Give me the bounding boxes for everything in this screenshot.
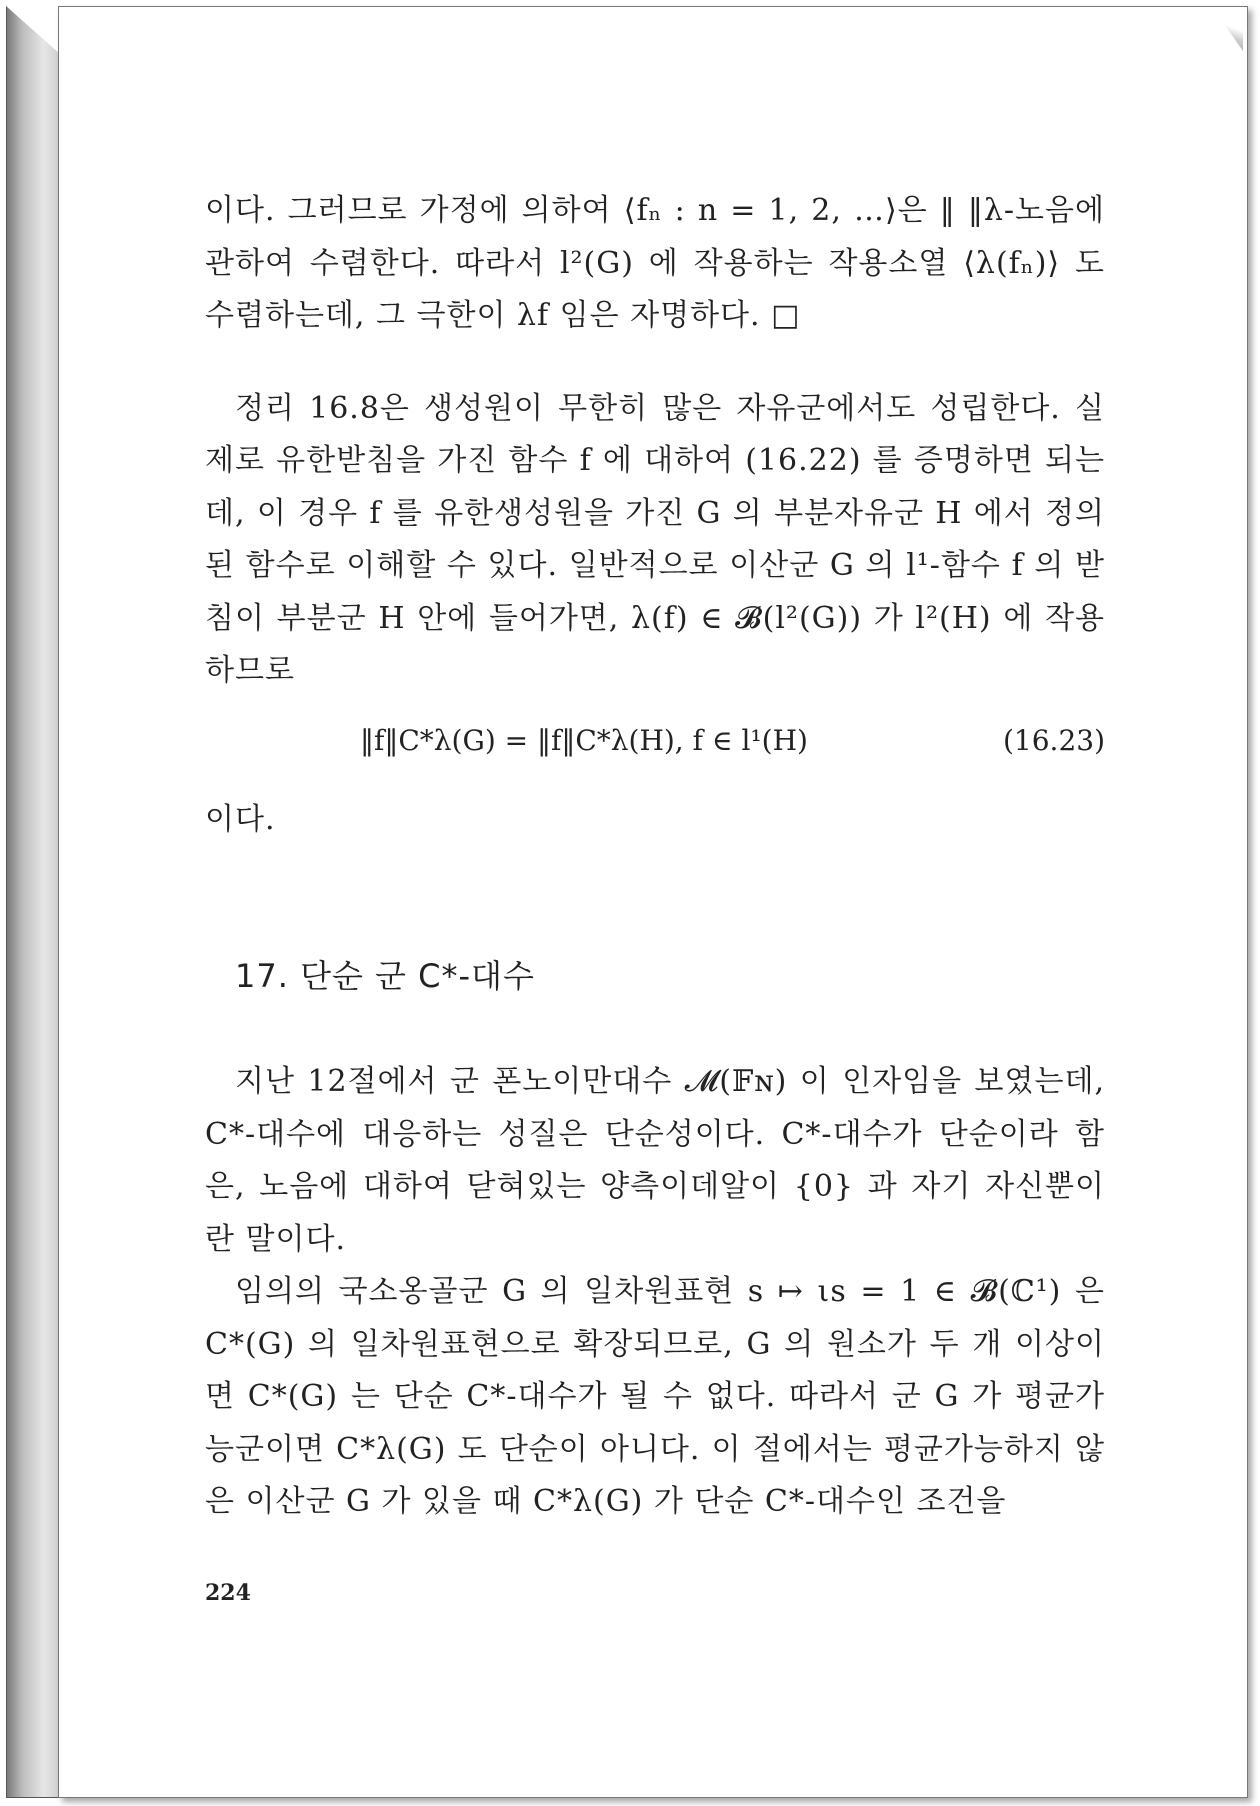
paragraph-simplicity: 지난 12절에서 군 폰노이만대수 𝓜(𝔽ɴ) 이 인자임을 보였는데, C*-대수에 대응하는 성질은 단순성이다. C*-대수가 단순이라 함은, 노음에 대하여 닫혀있는 양측이데알이 {0} 과 자기 자신뿐이란 말이다. <box>205 1064 1105 1257</box>
equation-16-23 <box>205 698 1105 794</box>
paragraph-free-group: 정리 16.8은 생성원이 무한히 많은 자유군에서도 성립한다. 실제로 유한받침을 가진 함수 f 에 대하여 (16.22) 를 증명하면 되는데, 이 경우 f 를 유한생성원을 가진 G 의 부분자유군 H 에서 정의된 함수로 이해할 수 있다. 일반적으로 이산군 G 의 l¹-함수 f 의 받침이 부분군 H 안에 들어가면, λ(f) ∈ 𝓑(l²(G)) 가 l²(H) 에 작용하므로 <box>205 390 1105 688</box>
equation-tag: (16.23) <box>1002 723 1105 757</box>
paragraph-one-dim-rep: 임의의 국소옹골군 G 의 일차원표현 s ↦ ιs = 1 ∈ 𝓑(ℂ¹) 은 C*(G) 의 일차원표현으로 확장되므로, G 의 원소가 두 개 이상이면 C*(G) 는 단순 C*-대수가 될 수 없다. 따라서 군 G 가 평균가능군이면 C*λ(G) 도 단순이 아니다. 이 절에서는 평균가능하지 않은 이산군 G 가 있을 때 C*λ(G) 가 단순 C*-대수인 조건을 <box>205 1274 1105 1519</box>
paragraph-proof-end: 이다. 그러므로 가정에 의하여 ⟨fₙ : n = 1, 2, …⟩은 ‖ ‖λ-노음에 관하여 수렴한다. 따라서 l²(G) 에 작용하는 작용소열 ⟨λ(fₙ)⟩ 도 수렴하는데, 그 극한이 λf 임은 자명하다. □ <box>205 193 1105 333</box>
book-spine <box>6 6 60 1798</box>
equation-expression: ‖f‖C*λ(G) = ‖f‖C*λ(H), f ∈ l¹(H) <box>360 723 808 757</box>
page-number: 224 <box>205 1580 251 1606</box>
section-heading: 17. 단순 군 C*-대수 <box>235 957 535 995</box>
page-content <box>205 185 1105 1529</box>
paragraph-after-equation: 이다. <box>205 801 276 837</box>
page-corner <box>1215 11 1243 51</box>
